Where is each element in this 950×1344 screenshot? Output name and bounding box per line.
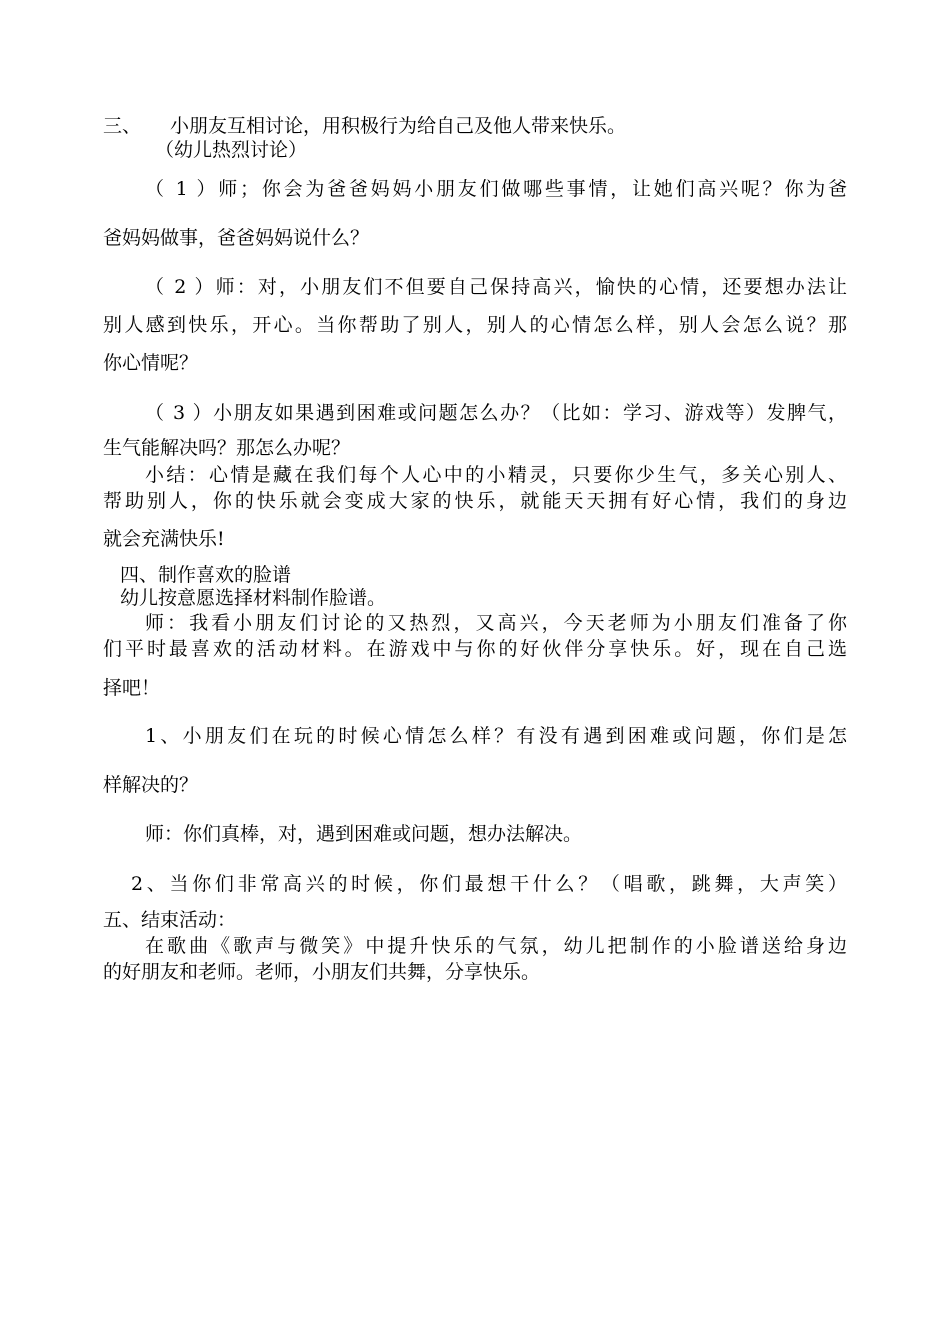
section5-line1: 在歌曲《歌声与微笑》中提升快乐的气氛，幼儿把制作的小脸谱送给身边 (145, 935, 847, 957)
section4-heading: 四、制作喜欢的脸谱 (120, 564, 292, 586)
question1-line1: （ 1 ）师；你会为爸爸妈妈小朋友们做哪些事情，让她们高兴呢？你为爸 (145, 178, 847, 200)
question2-line1: （ 2 ）师：对，小朋友们不但要自己保持高兴，愉快的心情，还要想办法让 (145, 276, 847, 298)
section4-intro: 幼儿按意愿选择材料制作脸谱。 (120, 587, 387, 609)
question2-line3: 你心情呢？ (103, 352, 199, 374)
question2-line2: 别人感到快乐，开心。当你帮助了别人，别人的心情怎么样，别人会怎么说？那 (103, 314, 847, 336)
item1-line1: 1、小朋友们在玩的时候心情怎么样？有没有遇到困难或问题，你们是怎 (145, 725, 847, 747)
question3-line2: 生气能解决吗？那怎么办呢？ (103, 437, 351, 459)
question1-line2: 爸妈妈做事，爸爸妈妈说什么？ (103, 227, 370, 249)
section3-note: （幼儿热烈讨论） (155, 139, 308, 161)
summary-line3: 就会充满快乐! (103, 528, 225, 550)
item1-reply: 师：你们真棒，对，遇到困难或问题，想办法解决。 (145, 823, 583, 845)
teacher-line3: 择吧！ (103, 677, 161, 699)
summary-line2: 帮助别人，你的快乐就会变成大家的快乐，就能天天拥有好心情，我们的身边 (103, 490, 847, 512)
section3-heading-number: 三、 (103, 115, 142, 137)
item2: 2、当你们非常高兴的时候，你们最想干什么？（唱歌，跳舞，大声笑） (131, 873, 847, 895)
teacher-line2: 们平时最喜欢的活动材料。在游戏中与你的好伙伴分享快乐。好，现在自己选 (103, 638, 847, 660)
question3-line1: （ 3 ）小朋友如果遇到困难或问题怎么办？（比如：学习、游戏等）发脾气， (145, 402, 847, 424)
section5-heading: 五、结束活动： (103, 909, 237, 931)
teacher-line1: 师：我看小朋友们讨论的又热烈，又高兴，今天老师为小朋友们准备了你 (145, 612, 847, 634)
section3-heading: 小朋友互相讨论，用积极行为给自己及他人带来快乐。 (170, 115, 627, 137)
section5-line2: 的好朋友和老师。老师，小朋友们共舞，分享快乐。 (103, 961, 541, 983)
summary-line1: 小结：心情是藏在我们每个人心中的小精灵，只要你少生气，多关心别人、 (145, 464, 847, 486)
item1-line2: 样解决的？ (103, 774, 199, 796)
